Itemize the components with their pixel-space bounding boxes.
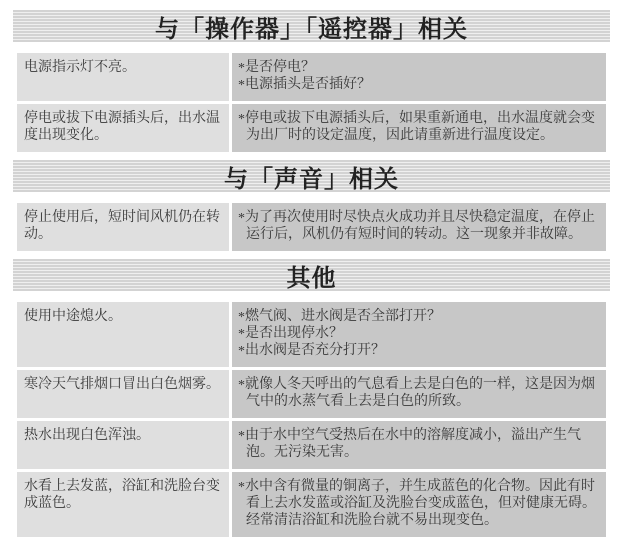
answer-cell: [232, 53, 606, 101]
answer-cell: [232, 302, 606, 367]
answer-bullet: *: [238, 480, 245, 495]
answer-bullet: *: [238, 327, 245, 342]
table-row: [17, 421, 606, 469]
problem-cell: [17, 203, 229, 251]
answer-text: 是否出现停水？: [245, 326, 343, 341]
answer-line: [238, 342, 598, 359]
problem-cell: [17, 421, 229, 469]
problem-cell: [17, 302, 229, 367]
table-row: [17, 104, 606, 152]
answer-bullet: *: [238, 378, 245, 393]
answer-line: [238, 59, 598, 76]
answer-cell: [232, 203, 606, 251]
answer-text: 由于水中空气受热后在水中的溶解度减小，溢出产生气泡。无污染无害。: [245, 428, 581, 460]
problem-text: 停电或拔下电源插头后，出水温度出现变化。: [24, 111, 220, 143]
answer-bullet: *: [238, 78, 245, 93]
section-rows: [17, 53, 606, 152]
answer-line: [238, 325, 598, 342]
answer-bullet: *: [238, 429, 245, 444]
answer-bullet: *: [238, 344, 245, 359]
answer-text: 为了再次使用时尽快点火成功并且尽快稳定温度，在停止运行后，风机仍有短时间的转动。这一现象并非故障。: [245, 210, 595, 242]
problem-text: 电源指示灯不亮。: [24, 60, 136, 75]
problem-cell: [17, 53, 229, 101]
answer-line: [238, 478, 598, 529]
problem-text: 停止使用后，短时间风机仍在转动。: [24, 210, 220, 242]
answer-cell: [232, 104, 606, 152]
answer-line: [238, 427, 598, 461]
answer-cell: [232, 370, 606, 418]
problem-text: 水看上去发蓝，浴缸和洗脸台变成蓝色。: [24, 479, 220, 511]
table-row: [17, 370, 606, 418]
problem-text: 热水出现白色浑浊。: [24, 428, 150, 443]
problem-text: 使用中途熄火。: [24, 309, 122, 324]
section-header-band: [13, 10, 610, 42]
section-title: 其他: [286, 264, 337, 292]
problem-cell: [17, 104, 229, 152]
answer-line: [238, 110, 598, 144]
section-title: 与「操作器」「遥控器」相关: [155, 15, 468, 43]
section-rows: [17, 302, 606, 537]
answer-bullet: *: [238, 211, 245, 226]
answer-cell: [232, 421, 606, 469]
section-header-band: [13, 160, 610, 192]
section-rows: [17, 203, 606, 251]
answer-bullet: *: [238, 112, 245, 127]
table-row: [17, 472, 606, 537]
problem-cell: [17, 472, 229, 537]
section-header-band: [13, 259, 610, 291]
answer-cell: [232, 472, 606, 537]
answer-text: 水中含有微量的铜离子，并生成蓝色的化合物。因此有时看上去水发蓝或浴缸及洗脸台变成蓝色，但对健康无碍。经常清洁浴缸和洗脸台就不易出现变色。: [245, 479, 596, 528]
faq-section: [17, 160, 606, 251]
table-row: [17, 53, 606, 101]
answer-line: [238, 376, 598, 410]
problem-text: 寒冷天气排烟口冒出白色烟雾。: [24, 377, 220, 392]
answer-line: [238, 308, 598, 325]
answer-text: 停电或拔下电源插头后，如果重新通电，出水温度就会变为出厂时的设定温度，因此请重新进行温度设定。: [245, 111, 595, 143]
faq-section: [17, 10, 606, 152]
answer-text: 出水阀是否充分打开？: [245, 343, 385, 358]
problem-cell: [17, 370, 229, 418]
section-title: 与「声音」相关: [224, 165, 399, 193]
answer-bullet: *: [238, 310, 245, 325]
table-row: [17, 302, 606, 367]
answer-text: 就像人冬天呼出的气息看上去是白色的一样，这是因为烟气中的水蒸气看上去是白色的所致。: [245, 377, 595, 409]
answer-line: [238, 209, 598, 243]
answer-text: 电源插头是否插好？: [245, 77, 371, 92]
answer-line: [238, 76, 598, 93]
answer-bullet: *: [238, 61, 245, 76]
faq-section: [17, 259, 606, 537]
table-row: [17, 203, 606, 251]
answer-text: 燃气阀、进水阀是否全部打开？: [245, 309, 441, 324]
answer-text: 是否停电？: [245, 60, 315, 75]
